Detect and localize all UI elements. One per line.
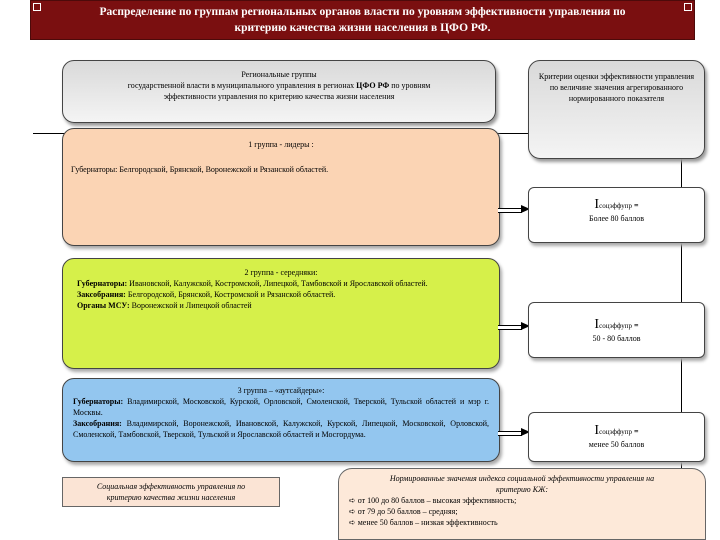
footer-left-box xyxy=(62,477,280,507)
footer-right-line-1: Нормированные значения индекса социальной эффективности управления на xyxy=(389,474,655,483)
group-2-line-3-text: Воронежской и Липецкой областей xyxy=(131,301,252,310)
criterion-2-subscript: соцэффупр xyxy=(599,322,633,330)
group-2-line-2-text: Белгородской, Брянской, Костромской и Рязанской областей. xyxy=(127,290,336,299)
header-left-line-2a: государственной власти в муниципального управления в регионах xyxy=(127,81,357,90)
group-3-box xyxy=(62,378,500,462)
group-1-line-1 xyxy=(71,164,491,175)
group-3-line-2-text: Владимирской, Воронежской, Ивановской, Калужской, Курской, Липецкой, Московской, Орловской, Смоленской, Тамбовской, Тверской, Тульской и Ярославской областей и Мосгордума. xyxy=(73,419,489,439)
title-marker-right-icon xyxy=(684,3,692,11)
header-left-line-2b: ЦФО РФ xyxy=(356,81,390,90)
title-marker-left-icon xyxy=(33,3,41,11)
footer-right-box xyxy=(338,468,706,540)
criterion-3-value: менее 50 баллов xyxy=(588,440,645,449)
criterion-2-symbol: I xyxy=(594,317,600,332)
group-3-line-1-text: Владимирской, Московской, Курской, Орловской, Смоленской, Тверской, Тульской областей и мэр г. Москвы. xyxy=(73,397,489,417)
header-left-line-1: Региональные группы xyxy=(241,70,317,79)
criterion-2-value: 50 - 80 баллов xyxy=(592,334,641,343)
criterion-1-subscript: соцэффупр xyxy=(599,202,633,210)
footer-left-line-1: Социальная эффективность управления по xyxy=(96,482,246,491)
title-line-1: Распределение по группам региональных органов власти по уровням эффективности управления по xyxy=(99,6,626,18)
title-line-2: критерию качества жизни населения в ЦФО РФ. xyxy=(234,22,491,34)
criterion-1-suffix: = xyxy=(632,201,639,210)
footer-right-item-3-text: менее 50 баллов – низкая эффективность xyxy=(357,518,498,527)
footer-right-item-1-text: от 100 до 80 баллов – высокая эффективность; xyxy=(357,496,517,505)
criterion-3-subscript: соцэффупр xyxy=(599,428,633,436)
header-right-text: Критерии оценки эффективности управления по величине значения агрегированного нормированного показателя xyxy=(538,72,695,103)
criterion-2-formula xyxy=(529,315,704,333)
group-1-title: 1 группа - лидеры : xyxy=(248,140,314,149)
group-2-line-3-label: Органы МСУ: xyxy=(77,301,132,310)
header-left-line-3: эффективности управления по критерию качества жизни населения xyxy=(163,92,395,101)
criterion-3-formula xyxy=(529,421,704,439)
arrow-bullet-icon: ➪ xyxy=(349,496,356,505)
footer-right-item-3 xyxy=(349,517,695,528)
footer-right-item-1 xyxy=(349,495,695,506)
header-left-line-2c: по уровням xyxy=(389,81,431,90)
group-2-line-3 xyxy=(77,300,485,311)
group-2-line-2 xyxy=(77,289,485,300)
group-1-box xyxy=(62,128,500,246)
criterion-3-box xyxy=(528,412,705,462)
arrow-bullet-icon: ➪ xyxy=(349,518,356,527)
footer-left-line-2: критерию качества жизни населения xyxy=(106,493,236,502)
header-right-box xyxy=(528,60,705,159)
arrow-right-icon xyxy=(498,428,530,437)
criterion-1-formula xyxy=(529,195,704,213)
criterion-3-symbol: I xyxy=(594,423,600,438)
footer-right-item-2 xyxy=(349,506,695,517)
title-banner xyxy=(30,0,695,40)
criterion-3-suffix: = xyxy=(632,427,639,436)
group-2-box xyxy=(62,258,500,369)
arrow-right-icon xyxy=(498,322,530,331)
header-left-line-2 xyxy=(63,80,495,91)
header-left-box xyxy=(62,60,496,123)
criterion-2-suffix: = xyxy=(632,321,639,330)
group-3-line-1-label: Губернаторы: xyxy=(73,397,128,406)
group-3-line-1 xyxy=(73,396,489,418)
group-2-line-1-text: Ивановской, Калужской, Костромской, Липецкой, Тамбовской и Ярославской областей. xyxy=(129,279,428,288)
criterion-2-box xyxy=(528,302,705,358)
arrow-bullet-icon: ➪ xyxy=(349,507,356,516)
group-3-title: 3 группа – «аутсайдеры»: xyxy=(237,386,325,395)
group-3-line-2 xyxy=(73,418,489,440)
footer-right-item-2-text: от 79 до 50 баллов – средняя; xyxy=(357,507,458,516)
arrow-right-icon xyxy=(498,205,530,214)
criterion-1-symbol: I xyxy=(594,197,600,212)
footer-right-line-2: критерию КЖ: xyxy=(495,485,548,494)
group-2-line-1-label: Губернаторы: xyxy=(77,279,130,288)
criterion-1-box xyxy=(528,187,705,243)
group-2-line-1 xyxy=(77,278,485,289)
group-3-line-2-label: Заксобрания: xyxy=(73,419,127,428)
group-2-line-2-label: Заксобрания: xyxy=(77,290,128,299)
group-2-title: 2 группа - середняки: xyxy=(244,268,318,277)
group-1-line-1-text: Губернаторы: Белгородской, Брянской, Воронежской и Рязанской областей. xyxy=(71,165,329,174)
criterion-1-value: Более 80 баллов xyxy=(588,214,645,223)
